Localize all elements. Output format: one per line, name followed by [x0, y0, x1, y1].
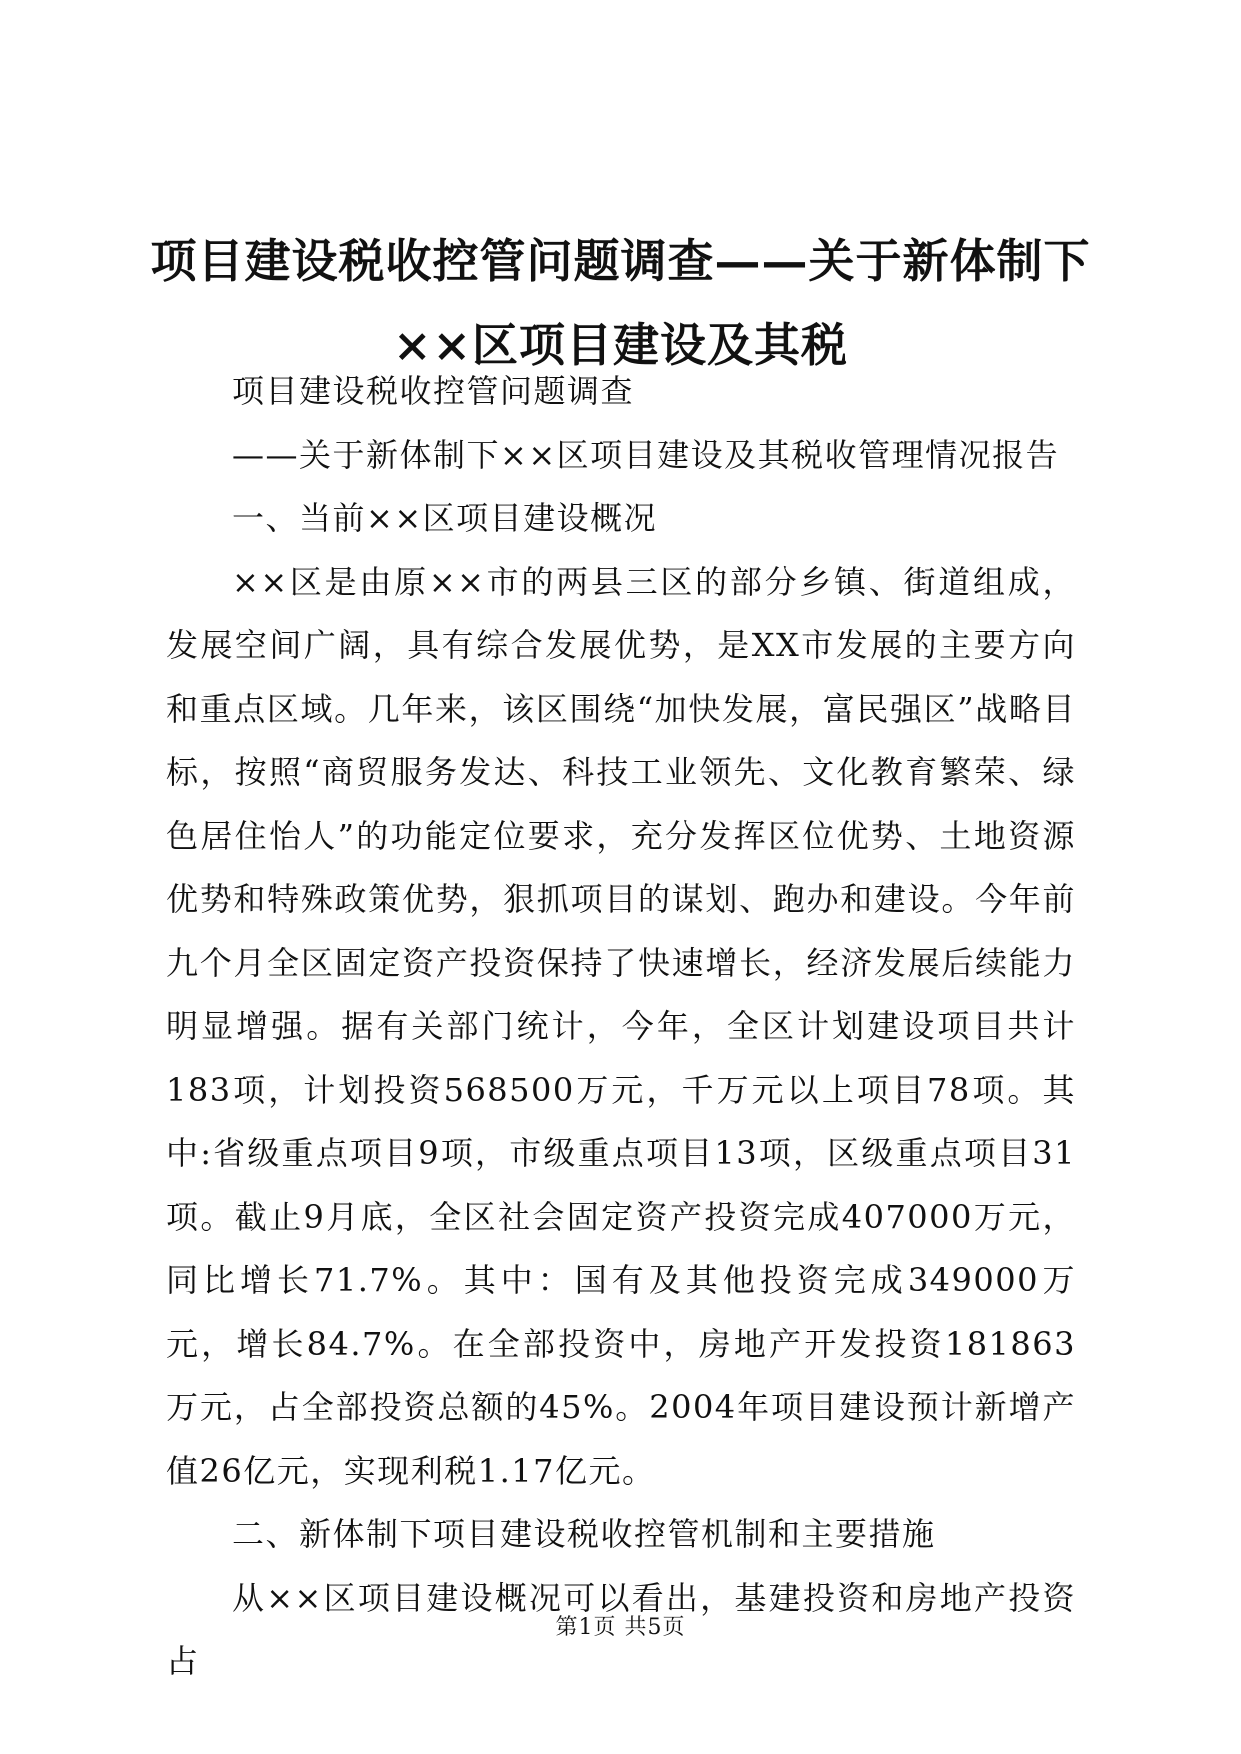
title-line-2: ××区项目建设及其税	[392, 317, 849, 372]
section-heading-1: 一、当前××区项目建设概况	[232, 499, 658, 537]
document-body	[166, 360, 1076, 1694]
section-heading-2: 二、新体制下项目建设税收控管机制和主要措施	[232, 1515, 936, 1553]
paragraph-subtitle-2: ——关于新体制下××区项目建设及其税收管理情况报告	[232, 435, 1060, 474]
page-footer: 第1页 共5页	[555, 1615, 686, 1640]
paragraph-continued: 从××区项目建设概况可以看出，基建投资和房地产投资占	[166, 1578, 1076, 1680]
paragraph-subtitle: 项目建设税收控管问题调查	[232, 372, 635, 410]
paragraph-overview: ××区是由原××市的两县三区的部分乡镇、街道组成，发展空间广阔，具有综合发展优势，是XX市发展的主要方向和重点区域。几年来，该区围绕“加快发展，富民强区”战略目标，按照“商贸服务发达、科技工业领先、文化教育繁荣、绿色居住怡人”的功能定位要求，充分发挥区位优势、土地资源优势和特殊政策优势，狠抓项目的谋划、跑办和建设。今年前九个月全区固定资产投资保持了快速增长，经济发展后续能力明显增强。据有关部门统计，今年，全区计划建设项目共计183项，计划投资568500万元，千万元以上项目78项。其中:省级重点项目9项，市级重点项目13项，区级重点项目31项。截止9月底，全区社会固定资产投资完成407000万元，同比增长71.7%。其中：国有及其他投资完成349000万元，增长84.7%。在全部投资中，房地产开发投资181863万元，占全部投资总额的45%。2004年项目建设预计新增产值26亿元，实现利税1.17亿元。	[166, 562, 1076, 1490]
title-line-1: 项目建设税收控管问题调查——关于新体制下	[150, 233, 1091, 288]
